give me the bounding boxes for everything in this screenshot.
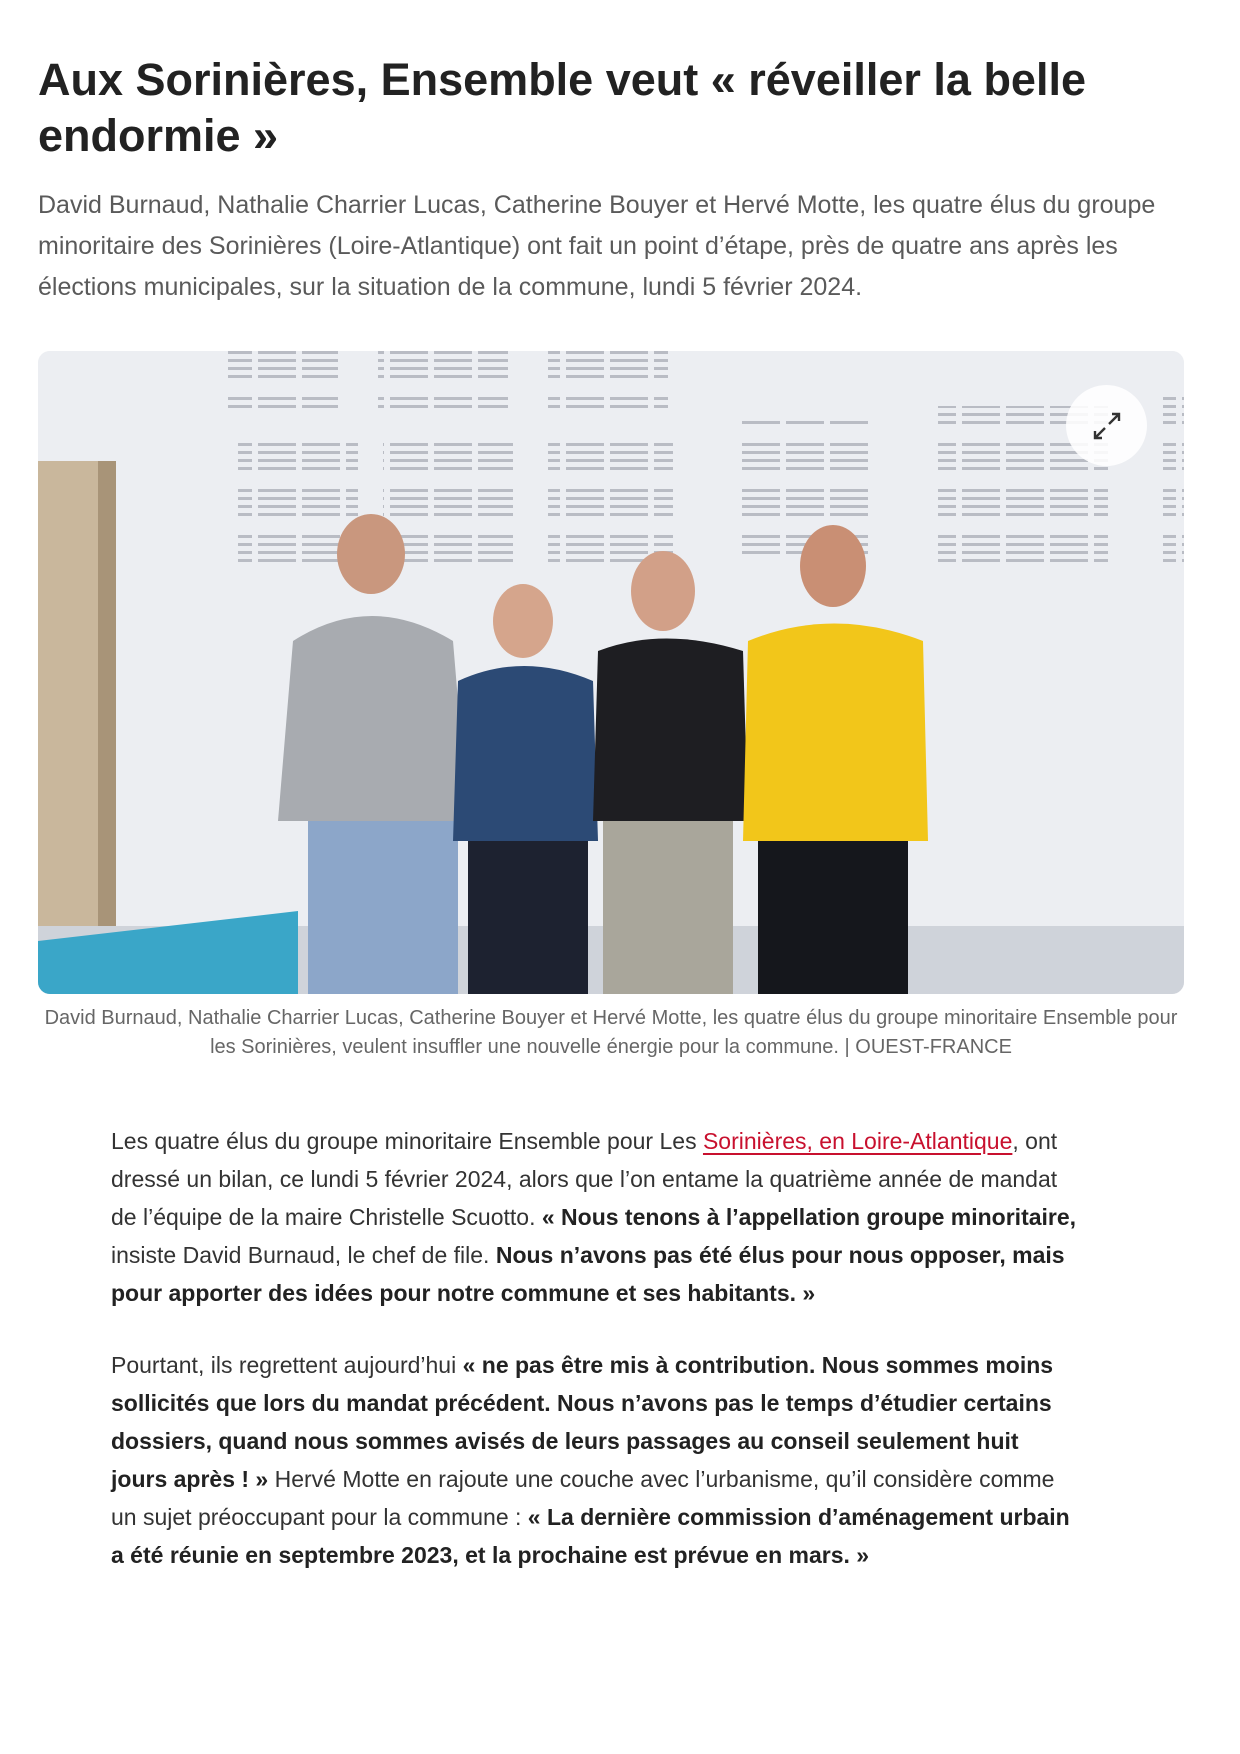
paragraph-1 (111, 1122, 1081, 1312)
quote-2: Nous n’avons pas été élus pour nous opposer, mais pour apporter des idées pour notre commune et ses habitants. » (111, 1242, 1065, 1306)
expand-photo-button[interactable] (1066, 385, 1147, 466)
paragraph-1-text-2: , ont dressé un bilan, ce lundi 5 février 2024, alors que l’on entame la quatrième année de mandat de l’équipe de la maire Christelle Scuotto. (111, 1128, 1058, 1230)
group-photo-illustration (38, 351, 1184, 994)
quote-3: « ne pas être mis à contribution. Nous sommes moins sollicités que lors du mandat précédent. Nous n’avons pas le temps d’étudier certains dossiers, quand nous sommes avisés de leurs passages au conseil seulement huit jours après ! » (111, 1352, 1054, 1492)
paragraph-1-text: Les quatre élus du groupe minoritaire Ensemble pour Les (111, 1128, 703, 1154)
quote-1: « Nous tenons à l’appellation groupe minoritaire, (541, 1204, 1077, 1230)
paragraph-2-text-2: Hervé Motte en rajoute une couche avec l’urbanisme, qu’il considère comme un sujet préoccupant pour la commune : (111, 1466, 1055, 1530)
quote-4: « La dernière commission d’aménagement urbain a été réunie en septembre 2023, et la prochaine est prévue en mars. » (111, 1504, 1070, 1568)
paragraph-2 (111, 1346, 1081, 1574)
article-lede: David Burnaud, Nathalie Charrier Lucas, Catherine Bouyer et Hervé Motte, les quatre élus du groupe minoritaire des Sorinières (Loire-Atlantique) ont fait un point d’étape, près de quatre ans après les élections municipales, sur la situation de la commune, lundi 5 février 2024. (38, 191, 1156, 301)
photo-caption: David Burnaud, Nathalie Charrier Lucas, Catherine Bouyer et Hervé Motte, les quatre élus du groupe minoritaire Ensemble pour les Sorinières, veulent insuffler une nouvelle énergie pour la commune. | OUEST-FRANCE (44, 1007, 1178, 1058)
paragraph-1-text-3: insiste David Burnaud, le chef de file. (111, 1242, 496, 1268)
article-photo[interactable] (38, 351, 1184, 994)
article-headline: Aux Sorinières, Ensemble veut « réveiller la belle endormie » (38, 54, 1086, 161)
sorinieres-link[interactable]: Sorinières, en Loire-Atlantique (702, 1128, 1013, 1154)
paragraph-2-text: Pourtant, ils regrettent aujourd’hui (111, 1352, 463, 1378)
expand-arrows-icon (1089, 408, 1125, 444)
article-body (111, 1122, 1081, 1608)
